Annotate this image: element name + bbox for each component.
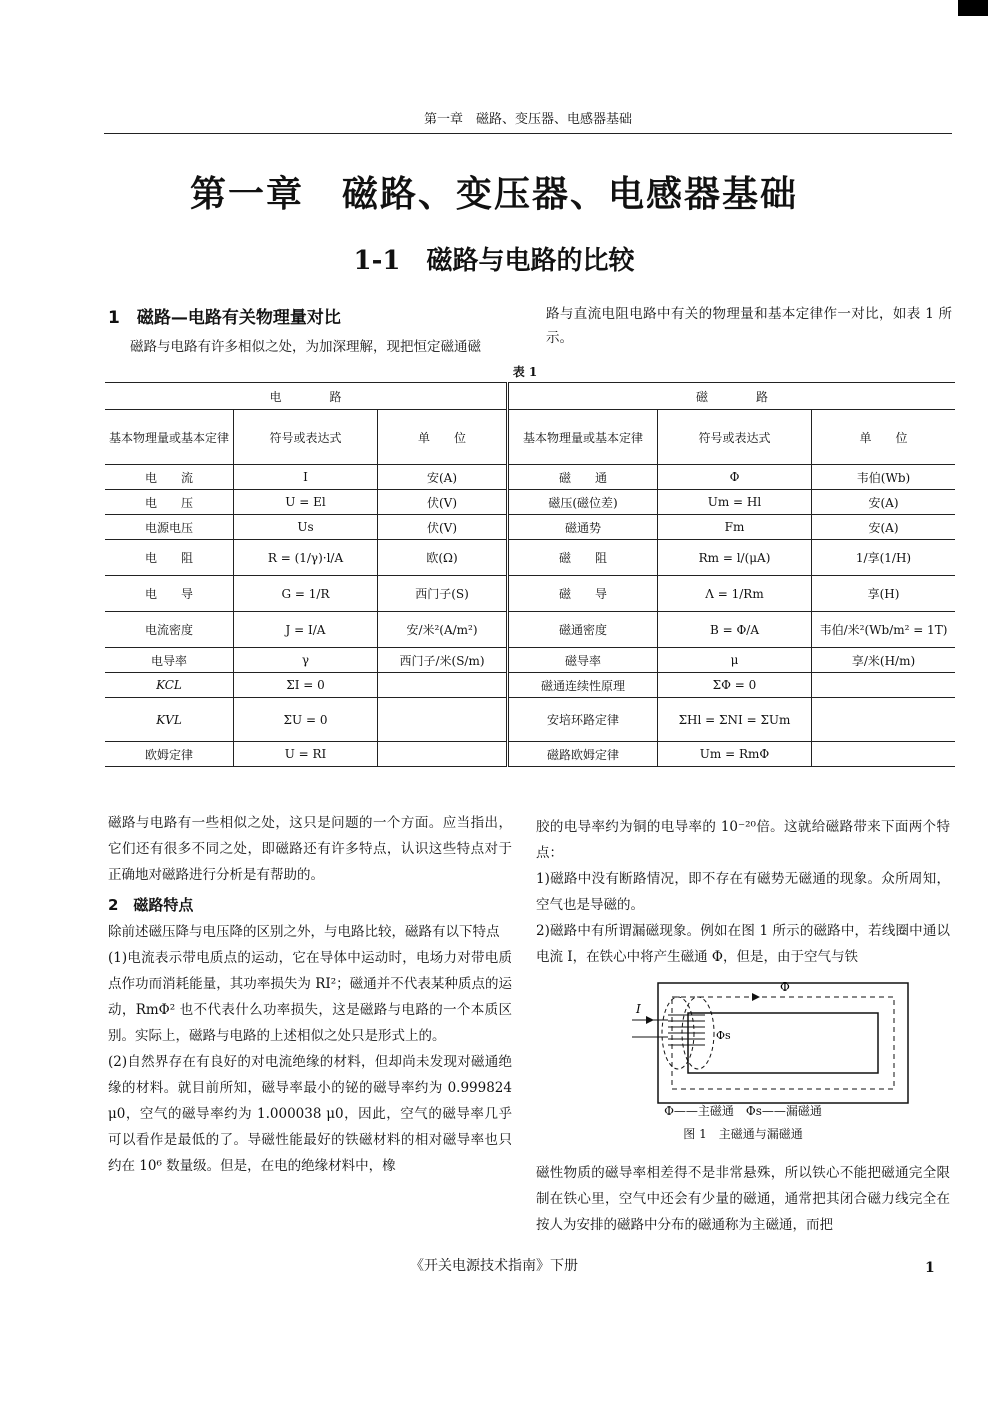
table-cell: 磁导率 bbox=[508, 648, 658, 673]
table-cell: 安培环路定律 bbox=[508, 698, 658, 742]
table-cell bbox=[378, 698, 508, 742]
table-cell: ΣI = 0 bbox=[234, 673, 378, 698]
section-title: 1-1 磁路与电路的比较 bbox=[353, 246, 635, 276]
table-caption: 表 1 bbox=[512, 365, 538, 379]
left-column bbox=[108, 810, 512, 1179]
table-cell: KVL bbox=[105, 698, 234, 742]
table-cell: γ bbox=[234, 648, 378, 673]
table-row bbox=[105, 465, 955, 490]
table-cell: Rm = l/(μA) bbox=[658, 540, 812, 576]
table-cell: 伏(V) bbox=[378, 490, 508, 515]
chapter-title: 第一章 磁路、变压器、电感器基础 bbox=[189, 174, 798, 215]
fig-label-phis: Φs bbox=[716, 1029, 731, 1042]
paragraph: 胶的电导率约为铜的电导率的 10⁻²⁰倍。这就给磁路带来下面两个特点： bbox=[536, 819, 950, 861]
table-cell: 安(A) bbox=[812, 490, 956, 515]
table-row bbox=[105, 698, 955, 742]
page-number: 1 bbox=[925, 1260, 935, 1276]
table-cell: ΣU = 0 bbox=[234, 698, 378, 742]
table-cell: R = (1/γ)·l/A bbox=[234, 540, 378, 576]
right-column bbox=[536, 814, 950, 970]
figure-legend: Φ——主磁通 Φs——漏磁通 bbox=[664, 1104, 822, 1118]
table-cell: 磁通连续性原理 bbox=[508, 673, 658, 698]
table-cell bbox=[378, 742, 508, 767]
table-cell: Um = RmΦ bbox=[658, 742, 812, 767]
table-cell: 安(A) bbox=[812, 515, 956, 540]
table-cell: 电流密度 bbox=[105, 612, 234, 648]
table-cell: U = RI bbox=[234, 742, 378, 767]
table-row bbox=[105, 648, 955, 673]
table-cell: 享/米(H/m) bbox=[812, 648, 956, 673]
table-cell: 电 导 bbox=[105, 576, 234, 612]
paragraph: (1)电流表示带电质点的运动，它在导体中运动时，电场力对带电质点作功而消耗能量，其功率损失为 RI²；磁通并不代表某种质点的运动，RmΦ² 也不代表什么功率损失，这是磁路与电路的一个本质区别。实际上，磁路与电路的上述相似之处只是形式上的。 bbox=[108, 950, 512, 1044]
col-header: 基本物理量或基本定律 bbox=[105, 410, 234, 465]
table-cell: 韦伯(Wb) bbox=[812, 465, 956, 490]
table-cell: 韦伯/米²(Wb/m² = 1T) bbox=[812, 612, 956, 648]
table-cell: 电导率 bbox=[105, 648, 234, 673]
table-cell: Us bbox=[234, 515, 378, 540]
fig-label-phi: Φ bbox=[780, 980, 790, 994]
table-cell: ΣHl = ΣNI = ΣUm bbox=[658, 698, 812, 742]
col-header: 基本物理量或基本定律 bbox=[508, 410, 658, 465]
table-cell: 西门子(S) bbox=[378, 576, 508, 612]
table-cell: 磁通密度 bbox=[508, 612, 658, 648]
comparison-table bbox=[105, 382, 955, 767]
table-cell: 磁 通 bbox=[508, 465, 658, 490]
table-cell: Φ bbox=[658, 465, 812, 490]
table-cell: 安(A) bbox=[378, 465, 508, 490]
col-header: 单 位 bbox=[378, 410, 508, 465]
table-row bbox=[105, 576, 955, 612]
table-cell: ΣΦ = 0 bbox=[658, 673, 812, 698]
table-cell: KCL bbox=[105, 673, 234, 698]
group-header-circuit: 电 路 bbox=[105, 383, 508, 410]
table-cell: 享(H) bbox=[812, 576, 956, 612]
col-header: 单 位 bbox=[812, 410, 956, 465]
table-cell bbox=[378, 673, 508, 698]
table-row bbox=[105, 673, 955, 698]
table-cell: I bbox=[234, 465, 378, 490]
table-cell: Λ = 1/Rm bbox=[658, 576, 812, 612]
intro-text-right: 路与直流电阻电路中有关的物理量和基本定律作一对比，如表 1 所示。 bbox=[546, 306, 952, 346]
table-cell: 磁压(磁位差) bbox=[508, 490, 658, 515]
figure-caption: 图 1 主磁通与漏磁通 bbox=[683, 1127, 803, 1141]
table-cell: U = El bbox=[234, 490, 378, 515]
scan-corner bbox=[958, 0, 988, 16]
paragraph: 1)磁路中没有断路情况，即不存在有磁势无磁通的现象。众所周知，空气也是导磁的。 bbox=[536, 871, 950, 913]
table-row bbox=[105, 540, 955, 576]
table-cell: 电 阻 bbox=[105, 540, 234, 576]
subsection-heading-2: 2 磁路特点 bbox=[108, 896, 194, 914]
paragraph: 2)磁路中有所谓漏磁现象。例如在图 1 所示的磁路中，若线圈中通以电流 I，在铁心中将产生磁通 Φ，但是，由于空气与铁 bbox=[536, 923, 950, 965]
table-cell: J = I/A bbox=[234, 612, 378, 648]
table-cell: μ bbox=[658, 648, 812, 673]
col-header: 符号或表达式 bbox=[234, 410, 378, 465]
table-cell: 电 流 bbox=[105, 465, 234, 490]
footer-book-title: 《开关电源技术指南》下册 bbox=[410, 1258, 578, 1274]
table-row bbox=[105, 515, 955, 540]
fig-label-current: I bbox=[636, 1002, 641, 1016]
table-cell bbox=[812, 742, 956, 767]
table-cell: Fm bbox=[658, 515, 812, 540]
paragraph: 磁路与电路有一些相似之处，这只是问题的一个方面。应当指出，它们还有很多不同之处，即磁路还有许多特点，认识这些特点对于正确地对磁路进行分析是有帮助的。 bbox=[108, 815, 512, 883]
table-cell: 磁通势 bbox=[508, 515, 658, 540]
table-cell: G = 1/R bbox=[234, 576, 378, 612]
table-cell: Um = Hl bbox=[658, 490, 812, 515]
table-cell: 安/米²(A/m²) bbox=[378, 612, 508, 648]
table-cell: 磁路欧姆定律 bbox=[508, 742, 658, 767]
col-header: 符号或表达式 bbox=[658, 410, 812, 465]
table-row bbox=[105, 742, 955, 767]
figure-magnetic-circuit bbox=[630, 965, 935, 1125]
table-cell: 西门子/米(S/m) bbox=[378, 648, 508, 673]
table-cell: 欧姆定律 bbox=[105, 742, 234, 767]
table-cell: 欧(Ω) bbox=[378, 540, 508, 576]
table-cell: 伏(V) bbox=[378, 515, 508, 540]
intro-text-left: 磁路与电路有许多相似之处，为加深理解，现把恒定磁通磁 bbox=[130, 339, 481, 355]
paragraph: 磁性物质的磁导率相差得不是非常悬殊，所以铁心不能把磁通完全限制在铁心里，空气中还会有少量的磁通，通常把其闭合磁力线完全在按人为安排的磁路中分布的磁通称为主磁通，而把 bbox=[536, 1165, 950, 1233]
table-row bbox=[105, 490, 955, 515]
group-header-magnetic: 磁 路 bbox=[508, 383, 956, 410]
table-cell: B = Φ/A bbox=[658, 612, 812, 648]
subsection-heading-1: 1 磁路—电路有关物理量对比 bbox=[108, 308, 341, 328]
table-cell: 电 压 bbox=[105, 490, 234, 515]
table-cell bbox=[812, 673, 956, 698]
table-cell: 磁 阻 bbox=[508, 540, 658, 576]
table-cell: 磁 导 bbox=[508, 576, 658, 612]
table-cell bbox=[812, 698, 956, 742]
right-column-bottom bbox=[536, 1160, 950, 1238]
table-cell: 1/享(1/H) bbox=[812, 540, 956, 576]
paragraph: 除前述磁压降与电压降的区别之外，与电路比较，磁路有以下特点 bbox=[108, 924, 500, 940]
paragraph: (2)自然界存在有良好的对电流绝缘的材料，但却尚未发现对磁通绝缘的材料。就目前所知，磁导率最小的铋的磁导率约为 0.999824 μ0，空气的磁导率约为 1.000038 μ0，因此，空气的磁导率几乎可以看作是最低的了。导磁性能最好的铁磁材料的相对磁导率也只约在 10⁶ 数量级。但是，在电的绝缘材料中，橡 bbox=[108, 1054, 512, 1174]
running-head: 第一章 磁路、变压器、电感器基础 bbox=[104, 108, 952, 134]
table-row bbox=[105, 612, 955, 648]
table-cell: 电源电压 bbox=[105, 515, 234, 540]
